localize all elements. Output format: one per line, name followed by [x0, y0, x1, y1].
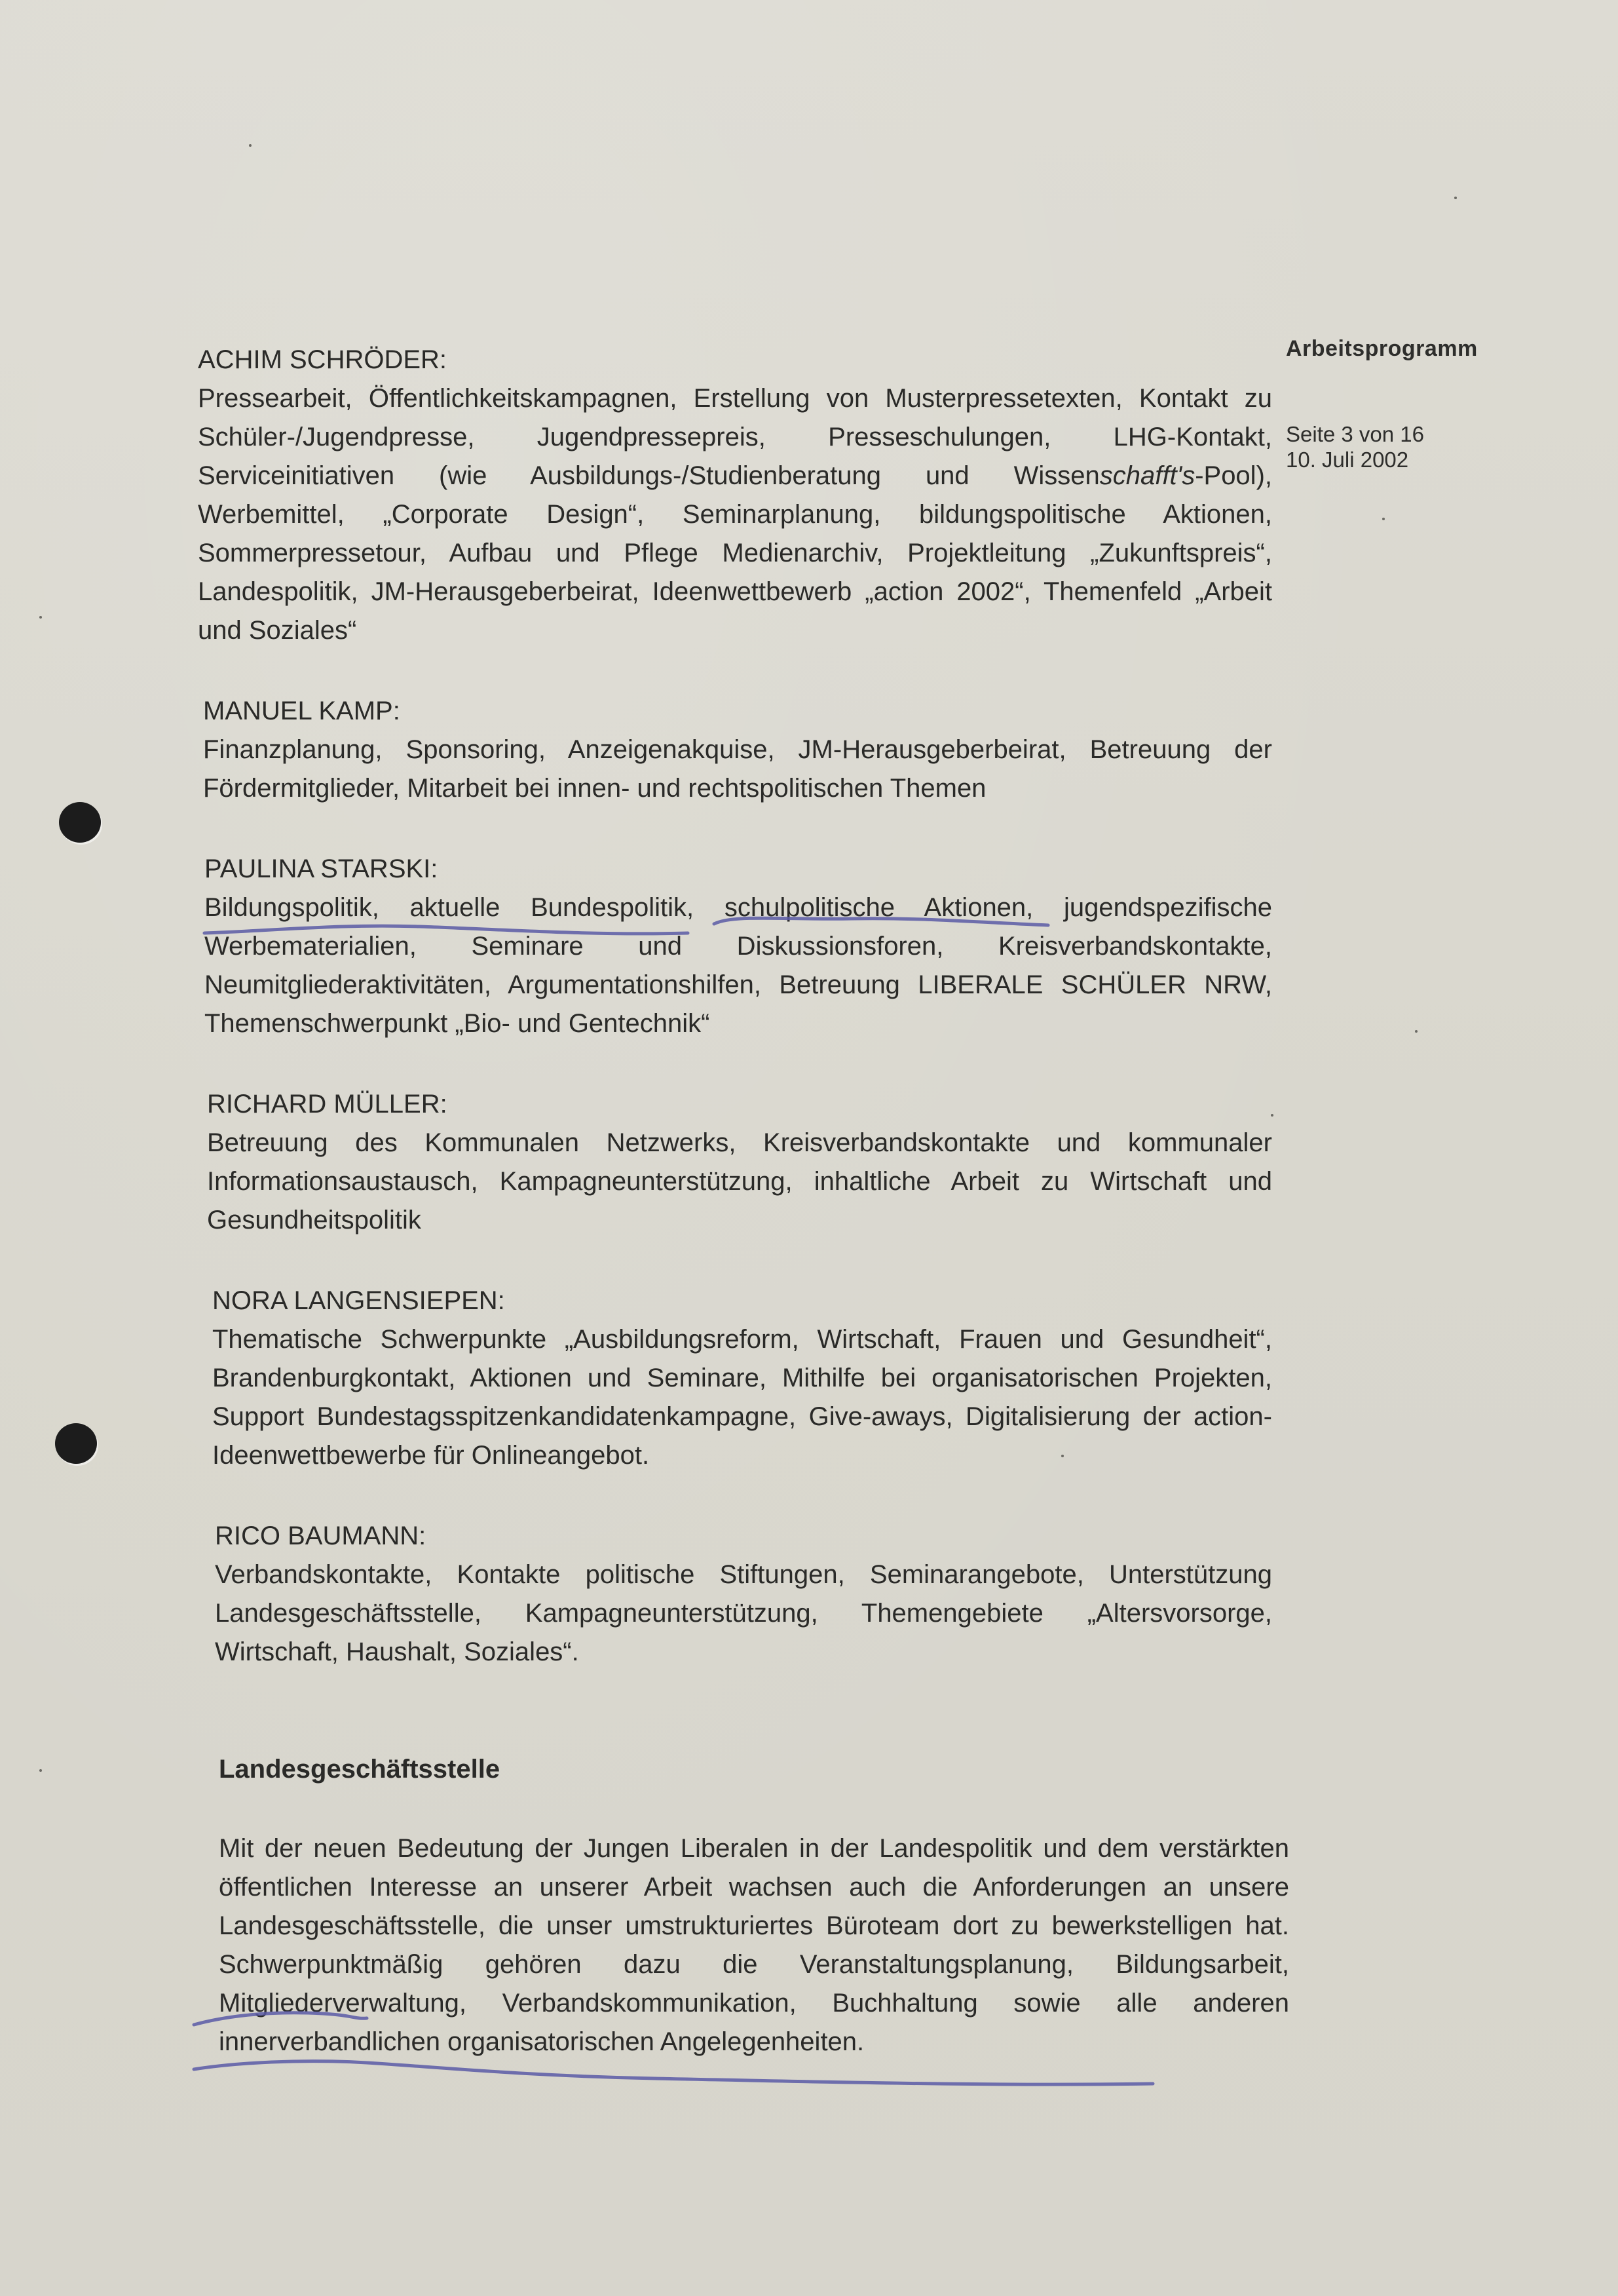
person-responsibilities	[198, 379, 1272, 650]
section-landesgeschaeftsstelle	[219, 1750, 1289, 2061]
person-responsibilities: Verbandskontakte, Kontakte politische Stiftungen, Seminarangebote, Unterstützung Landesgeschäftsstelle, Kampagneunterstützung, Themengebiete „Altersvorsorge, Wirtschaft, Haushalt, Soziales“.	[215, 1560, 1272, 1666]
paper-speck	[1454, 197, 1457, 199]
person-responsibilities: Betreuung des Kommunalen Netzwerks, Kreisverbandskontakte und kommunaler Informationsaustausch, Kampagneunterstützung, inhaltliche Arbeit zu Wirtschaft und Gesundheitspolitik	[207, 1128, 1272, 1234]
document-date: 10. Juli 2002	[1286, 448, 1409, 472]
person-responsibilities: Thematische Schwerpunkte „Ausbildungsreform, Wirtschaft, Frauen und Gesundheit“, Brandenburgkontakt, Aktionen und Seminare, Mithilfe bei organisatorischen Projekten, Support Bundestagsspitzenkandidatenkampagne, Give-aways, Digitalisierung der action-Ideenwettbewerbe für Onlineangebot.	[212, 1325, 1272, 1470]
person-entry	[215, 1517, 1272, 1672]
responsibilities-text: -Pool), Werbemittel, „Corporate Design“, Seminarplanung, bildungspolitische Aktionen, Sommerpressetour, Aufbau und Pflege Medienarchiv, Projektleitung „Zukunftspreis“, Landespolitik, JM-Herausgeberbeirat, Ideenwettbewerb „action 2002“, Themenfeld „Arbeit und Soziales“	[198, 461, 1272, 645]
person-name: MANUEL KAMP:	[203, 697, 400, 725]
person-name: PAULINA STARSKI:	[204, 854, 438, 883]
punch-hole-top	[59, 802, 101, 843]
paper-speck	[1382, 518, 1385, 520]
person-name: RICO BAUMANN:	[215, 1521, 426, 1550]
paper-speck	[39, 1769, 42, 1772]
page-number: Seite 3 von 16	[1286, 421, 1424, 446]
section-body: Mit der neuen Bedeutung der Jungen Liberalen in der Landespolitik und dem verstärkten öffentlichen Interesse an unserer Arbeit wachsen auch die Anforderungen an unsere Landesgeschäftsstelle, die unser umstrukturiertes Büroteam dort zu bewerkstelligen hat. Schwerpunktmäßig gehören dazu die Veranstaltungsplanung, Bildungsarbeit, Mitgliederverwaltung, Verbandskommunikation, Buchhaltung sowie alle anderen innerverbandlichen organisatorischen Angelegenheiten.	[219, 1834, 1289, 2056]
page-header-block	[1286, 335, 1478, 473]
section-heading: Landesgeschäftsstelle	[219, 1755, 500, 1784]
person-responsibilities: Bildungspolitik, aktuelle Bundespolitik, schulpolitische Aktionen, jugendspezifische Werbematerialien, Seminare und Diskussionsforen, Kreisverbandskontakte, Neumitgliederaktivitäten, Argumentationshilfen, Betreuung LIBERALE SCHÜLER NRW, Themenschwerpunkt „Bio- und Gentechnik“	[204, 893, 1272, 1038]
person-name: RICHARD MÜLLER:	[207, 1090, 447, 1119]
person-entry	[212, 1282, 1272, 1475]
person-responsibilities: Finanzplanung, Sponsoring, Anzeigenakquise, JM-Herausgeberbeirat, Betreuung der Fördermitglieder, Mitarbeit bei innen- und rechtspolitischen Themen	[203, 735, 1272, 803]
person-entry	[198, 341, 1272, 650]
person-entry	[204, 850, 1272, 1043]
paper-speck	[1061, 1455, 1064, 1457]
responsibilities-text: Pressearbeit, Öffentlichkeitskampagnen, Erstellung von Musterpressetexten, Kontakt zu Schüler-/Jugendpresse, Jugendpressepreis, Presseschulungen, LHG-Kontakt, Serviceinitiativen (wie Ausbildungs-/Studienberatung und Wissen	[198, 384, 1272, 490]
main-text-column	[198, 341, 1289, 2061]
pen-underline-angelegenheiten	[194, 2061, 1153, 2084]
paper-speck	[39, 616, 42, 619]
responsibilities-italic-text: schafft's	[1099, 461, 1195, 490]
person-name: ACHIM SCHRÖDER:	[198, 345, 447, 374]
paper-speck	[1271, 1114, 1273, 1117]
document-title: Arbeitsprogramm	[1286, 336, 1478, 361]
paper-speck	[1415, 1030, 1418, 1033]
paper-speck	[249, 144, 252, 147]
person-entry	[207, 1085, 1272, 1240]
punch-hole-bottom	[55, 1423, 97, 1464]
person-entry	[203, 692, 1272, 808]
person-name: NORA LANGENSIEPEN:	[212, 1286, 505, 1315]
